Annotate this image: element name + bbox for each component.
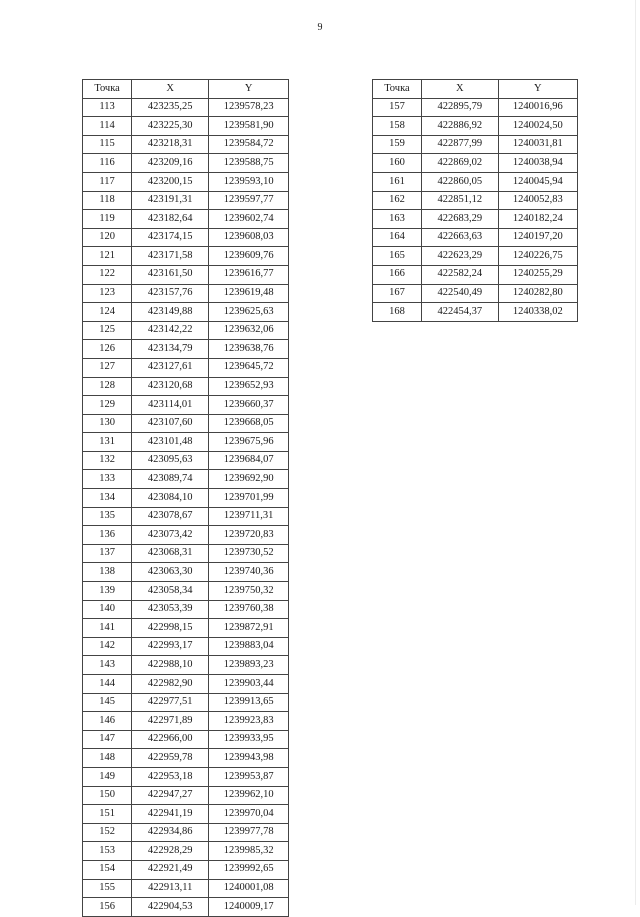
point-cell: 120 — [83, 228, 132, 247]
point-cell: 166 — [373, 265, 422, 284]
point-cell: 116 — [83, 154, 132, 173]
x-coordinate-cell: 422623,29 — [421, 247, 498, 266]
table-row — [83, 265, 289, 284]
x-coordinate-cell: 422966,00 — [132, 730, 209, 749]
coordinates-table-right — [372, 79, 578, 322]
table-row — [373, 191, 578, 210]
x-coordinate-cell: 423182,64 — [132, 210, 209, 229]
y-coordinate-cell: 1240031,81 — [498, 135, 577, 154]
point-cell: 152 — [83, 823, 132, 842]
table-row — [83, 172, 289, 191]
table-row — [83, 470, 289, 489]
y-coordinate-cell: 1239645,72 — [209, 358, 289, 377]
table-row — [83, 637, 289, 656]
y-coordinate-cell: 1239985,32 — [209, 842, 289, 861]
point-cell: 168 — [373, 303, 422, 322]
x-coordinate-cell: 422886,92 — [421, 117, 498, 136]
x-coordinate-cell: 422921,49 — [132, 860, 209, 879]
x-coordinate-cell: 423114,01 — [132, 396, 209, 415]
table-row — [83, 582, 289, 601]
y-coordinate-cell: 1240052,83 — [498, 191, 577, 210]
y-coordinate-cell: 1239584,72 — [209, 135, 289, 154]
column-header-x: X — [421, 80, 498, 99]
y-coordinate-cell: 1239668,05 — [209, 414, 289, 433]
y-coordinate-cell: 1239750,32 — [209, 582, 289, 601]
table-row — [83, 712, 289, 731]
point-cell: 128 — [83, 377, 132, 396]
y-coordinate-cell: 1239872,91 — [209, 619, 289, 638]
table-row — [83, 228, 289, 247]
y-coordinate-cell: 1239953,87 — [209, 767, 289, 786]
point-cell: 130 — [83, 414, 132, 433]
point-cell: 148 — [83, 749, 132, 768]
table-row — [83, 656, 289, 675]
table-row — [83, 303, 289, 322]
table-row — [83, 619, 289, 638]
x-coordinate-cell: 422988,10 — [132, 656, 209, 675]
point-cell: 147 — [83, 730, 132, 749]
point-cell: 122 — [83, 265, 132, 284]
table-row — [83, 414, 289, 433]
x-coordinate-cell: 422877,99 — [421, 135, 498, 154]
point-cell: 153 — [83, 842, 132, 861]
point-cell: 113 — [83, 98, 132, 117]
table-row — [83, 321, 289, 340]
point-cell: 151 — [83, 805, 132, 824]
point-cell: 118 — [83, 191, 132, 210]
table-row — [373, 247, 578, 266]
y-coordinate-cell: 1239977,78 — [209, 823, 289, 842]
table-row — [83, 693, 289, 712]
x-coordinate-cell: 422663,63 — [421, 228, 498, 247]
y-coordinate-cell: 1239893,23 — [209, 656, 289, 675]
y-coordinate-cell: 1240338,02 — [498, 303, 577, 322]
x-coordinate-cell: 422959,78 — [132, 749, 209, 768]
y-coordinate-cell: 1239692,90 — [209, 470, 289, 489]
point-cell: 144 — [83, 675, 132, 694]
x-coordinate-cell: 423127,61 — [132, 358, 209, 377]
table-row — [83, 823, 289, 842]
table-row — [83, 377, 289, 396]
point-cell: 139 — [83, 582, 132, 601]
point-cell: 164 — [373, 228, 422, 247]
y-coordinate-cell: 1239652,93 — [209, 377, 289, 396]
y-coordinate-cell: 1239740,36 — [209, 563, 289, 582]
point-cell: 155 — [83, 879, 132, 898]
table-row — [83, 563, 289, 582]
y-coordinate-cell: 1239943,98 — [209, 749, 289, 768]
x-coordinate-cell: 422904,53 — [132, 898, 209, 917]
point-cell: 145 — [83, 693, 132, 712]
x-coordinate-cell: 423095,63 — [132, 451, 209, 470]
table-row — [83, 117, 289, 136]
y-coordinate-cell: 1239711,31 — [209, 507, 289, 526]
x-coordinate-cell: 423107,60 — [132, 414, 209, 433]
point-cell: 115 — [83, 135, 132, 154]
x-coordinate-cell: 422540,49 — [421, 284, 498, 303]
y-coordinate-cell: 1239730,52 — [209, 544, 289, 563]
y-coordinate-cell: 1239588,75 — [209, 154, 289, 173]
y-coordinate-cell: 1239992,65 — [209, 860, 289, 879]
x-coordinate-cell: 422998,15 — [132, 619, 209, 638]
point-cell: 157 — [373, 98, 422, 117]
point-cell: 132 — [83, 451, 132, 470]
point-cell: 158 — [373, 117, 422, 136]
table-row — [83, 135, 289, 154]
point-cell: 150 — [83, 786, 132, 805]
x-coordinate-cell: 422971,89 — [132, 712, 209, 731]
table-row — [83, 842, 289, 861]
x-coordinate-cell: 423191,31 — [132, 191, 209, 210]
table-row — [83, 786, 289, 805]
x-coordinate-cell: 423089,74 — [132, 470, 209, 489]
table-header-row — [83, 80, 289, 99]
table-row — [83, 544, 289, 563]
table-row — [83, 749, 289, 768]
x-coordinate-cell: 422454,37 — [421, 303, 498, 322]
x-coordinate-cell: 423171,58 — [132, 247, 209, 266]
point-cell: 165 — [373, 247, 422, 266]
y-coordinate-cell: 1239609,76 — [209, 247, 289, 266]
x-coordinate-cell: 422947,27 — [132, 786, 209, 805]
point-cell: 119 — [83, 210, 132, 229]
table-row — [83, 898, 289, 917]
y-coordinate-cell: 1239625,63 — [209, 303, 289, 322]
table-row — [83, 526, 289, 545]
y-coordinate-cell: 1239962,10 — [209, 786, 289, 805]
scan-edge-line — [635, 0, 636, 905]
table-row — [83, 191, 289, 210]
x-coordinate-cell: 422860,05 — [421, 172, 498, 191]
x-coordinate-cell: 423084,10 — [132, 489, 209, 508]
point-cell: 121 — [83, 247, 132, 266]
page-number: 9 — [317, 22, 323, 33]
x-coordinate-cell: 423078,67 — [132, 507, 209, 526]
table-row — [83, 451, 289, 470]
y-coordinate-cell: 1239608,03 — [209, 228, 289, 247]
x-coordinate-cell: 423218,31 — [132, 135, 209, 154]
x-coordinate-cell: 423053,39 — [132, 600, 209, 619]
y-coordinate-cell: 1239933,95 — [209, 730, 289, 749]
table-row — [83, 154, 289, 173]
table-row — [83, 879, 289, 898]
x-coordinate-cell: 423073,42 — [132, 526, 209, 545]
table-row — [83, 433, 289, 452]
x-coordinate-cell: 422941,19 — [132, 805, 209, 824]
point-cell: 156 — [83, 898, 132, 917]
table-row — [373, 172, 578, 191]
point-cell: 131 — [83, 433, 132, 452]
table-row — [373, 135, 578, 154]
x-coordinate-cell: 422851,12 — [421, 191, 498, 210]
y-coordinate-cell: 1240016,96 — [498, 98, 577, 117]
point-cell: 137 — [83, 544, 132, 563]
x-coordinate-cell: 423161,50 — [132, 265, 209, 284]
y-coordinate-cell: 1239684,07 — [209, 451, 289, 470]
table-row — [373, 265, 578, 284]
point-cell: 134 — [83, 489, 132, 508]
point-cell: 117 — [83, 172, 132, 191]
table-header-row — [373, 80, 578, 99]
x-coordinate-cell: 423063,30 — [132, 563, 209, 582]
point-cell: 167 — [373, 284, 422, 303]
y-coordinate-cell: 1239632,06 — [209, 321, 289, 340]
table-row — [83, 489, 289, 508]
x-coordinate-cell: 423120,68 — [132, 377, 209, 396]
y-coordinate-cell: 1240045,94 — [498, 172, 577, 191]
table-row — [83, 98, 289, 117]
point-cell: 143 — [83, 656, 132, 675]
x-coordinate-cell: 423149,88 — [132, 303, 209, 322]
y-coordinate-cell: 1240024,50 — [498, 117, 577, 136]
point-cell: 142 — [83, 637, 132, 656]
point-cell: 149 — [83, 767, 132, 786]
point-cell: 129 — [83, 396, 132, 415]
table-row — [373, 154, 578, 173]
y-coordinate-cell: 1240038,94 — [498, 154, 577, 173]
table-row — [373, 98, 578, 117]
table-row — [83, 600, 289, 619]
x-coordinate-cell: 423209,16 — [132, 154, 209, 173]
x-coordinate-cell: 423174,15 — [132, 228, 209, 247]
column-header-x: X — [132, 80, 209, 99]
x-coordinate-cell: 422953,18 — [132, 767, 209, 786]
point-cell: 162 — [373, 191, 422, 210]
coordinates-table-left-body — [83, 98, 289, 916]
point-cell: 114 — [83, 117, 132, 136]
x-coordinate-cell: 422895,79 — [421, 98, 498, 117]
point-cell: 146 — [83, 712, 132, 731]
y-coordinate-cell: 1240255,29 — [498, 265, 577, 284]
table-row — [83, 730, 289, 749]
x-coordinate-cell: 422913,11 — [132, 879, 209, 898]
y-coordinate-cell: 1239602,74 — [209, 210, 289, 229]
point-cell: 136 — [83, 526, 132, 545]
point-cell: 123 — [83, 284, 132, 303]
point-cell: 159 — [373, 135, 422, 154]
coordinates-table-right-body — [373, 98, 578, 321]
point-cell: 161 — [373, 172, 422, 191]
column-header-point: Точка — [373, 80, 422, 99]
y-coordinate-cell: 1239616,77 — [209, 265, 289, 284]
table-row — [83, 675, 289, 694]
x-coordinate-cell: 423200,15 — [132, 172, 209, 191]
y-coordinate-cell: 1239578,23 — [209, 98, 289, 117]
x-coordinate-cell: 422993,17 — [132, 637, 209, 656]
point-cell: 124 — [83, 303, 132, 322]
column-header-y: Y — [209, 80, 289, 99]
y-coordinate-cell: 1239720,83 — [209, 526, 289, 545]
y-coordinate-cell: 1240226,75 — [498, 247, 577, 266]
x-coordinate-cell: 423225,30 — [132, 117, 209, 136]
table-row — [373, 228, 578, 247]
table-row — [83, 860, 289, 879]
x-coordinate-cell: 422934,86 — [132, 823, 209, 842]
point-cell: 127 — [83, 358, 132, 377]
y-coordinate-cell: 1239675,96 — [209, 433, 289, 452]
x-coordinate-cell: 423134,79 — [132, 340, 209, 359]
table-row — [83, 507, 289, 526]
coordinates-table-left — [82, 79, 289, 917]
y-coordinate-cell: 1239970,04 — [209, 805, 289, 824]
x-coordinate-cell: 423235,25 — [132, 98, 209, 117]
y-coordinate-cell: 1240009,17 — [209, 898, 289, 917]
y-coordinate-cell: 1239701,99 — [209, 489, 289, 508]
point-cell: 154 — [83, 860, 132, 879]
table-row — [83, 210, 289, 229]
table-row — [83, 396, 289, 415]
table-row — [373, 284, 578, 303]
y-coordinate-cell: 1239597,77 — [209, 191, 289, 210]
column-header-y: Y — [498, 80, 577, 99]
table-row — [83, 340, 289, 359]
y-coordinate-cell: 1240197,20 — [498, 228, 577, 247]
x-coordinate-cell: 423157,76 — [132, 284, 209, 303]
point-cell: 138 — [83, 563, 132, 582]
y-coordinate-cell: 1239760,38 — [209, 600, 289, 619]
point-cell: 126 — [83, 340, 132, 359]
y-coordinate-cell: 1239913,65 — [209, 693, 289, 712]
y-coordinate-cell: 1239619,48 — [209, 284, 289, 303]
y-coordinate-cell: 1240182,24 — [498, 210, 577, 229]
y-coordinate-cell: 1239660,37 — [209, 396, 289, 415]
y-coordinate-cell: 1239581,90 — [209, 117, 289, 136]
table-row — [83, 358, 289, 377]
y-coordinate-cell: 1239923,83 — [209, 712, 289, 731]
table-row — [373, 303, 578, 322]
column-header-point: Точка — [83, 80, 132, 99]
table-row — [373, 210, 578, 229]
point-cell: 141 — [83, 619, 132, 638]
x-coordinate-cell: 423142,22 — [132, 321, 209, 340]
x-coordinate-cell: 422977,51 — [132, 693, 209, 712]
table-row — [83, 284, 289, 303]
y-coordinate-cell: 1239593,10 — [209, 172, 289, 191]
x-coordinate-cell: 422982,90 — [132, 675, 209, 694]
y-coordinate-cell: 1240282,80 — [498, 284, 577, 303]
point-cell: 163 — [373, 210, 422, 229]
y-coordinate-cell: 1240001,08 — [209, 879, 289, 898]
y-coordinate-cell: 1239638,76 — [209, 340, 289, 359]
x-coordinate-cell: 423058,34 — [132, 582, 209, 601]
point-cell: 140 — [83, 600, 132, 619]
y-coordinate-cell: 1239903,44 — [209, 675, 289, 694]
table-row — [83, 247, 289, 266]
point-cell: 135 — [83, 507, 132, 526]
x-coordinate-cell: 422869,02 — [421, 154, 498, 173]
point-cell: 133 — [83, 470, 132, 489]
table-row — [83, 767, 289, 786]
point-cell: 160 — [373, 154, 422, 173]
y-coordinate-cell: 1239883,04 — [209, 637, 289, 656]
table-row — [373, 117, 578, 136]
point-cell: 125 — [83, 321, 132, 340]
x-coordinate-cell: 423068,31 — [132, 544, 209, 563]
table-row — [83, 805, 289, 824]
x-coordinate-cell: 423101,48 — [132, 433, 209, 452]
x-coordinate-cell: 422928,29 — [132, 842, 209, 861]
x-coordinate-cell: 422683,29 — [421, 210, 498, 229]
x-coordinate-cell: 422582,24 — [421, 265, 498, 284]
